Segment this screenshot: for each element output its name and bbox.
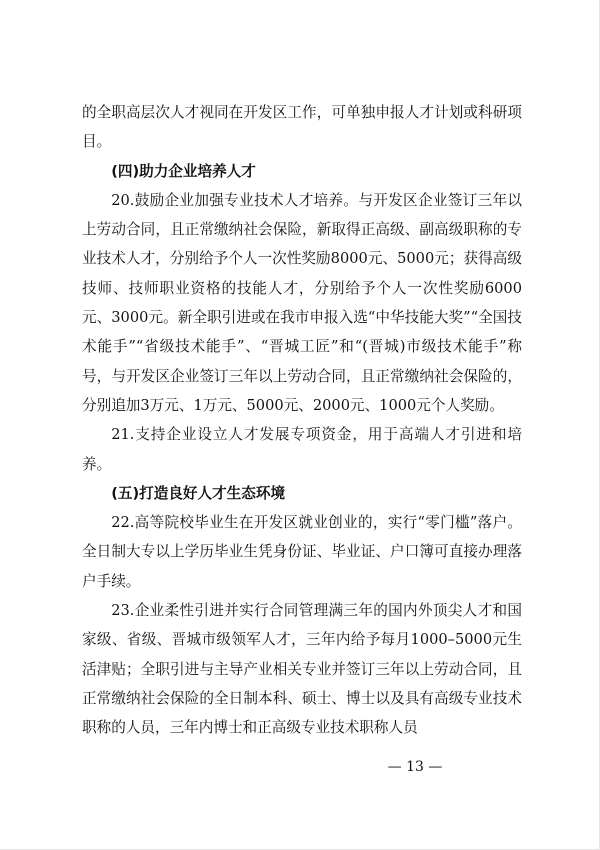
paragraph-continuation: 的全职高层次人才视同在开发区工作，可单独申报人才计划或科研项目。 — [82, 104, 522, 151]
section-heading-4: (四)助力企业培养人才 — [111, 162, 256, 180]
paragraph-item-23: 23.企业柔性引进并实行合同管理满三年的国内外顶尖人才和国家级、省级、晋城市级领军人才，三年内给予每月1000–5000元生活津贴；全职引进与主导产业相关专业并签订三年以上劳动合同，且正常缴纳社会保险的全日制本科、硕士、博士以及具有高级专业技术职称的人员，三年内博士和正高级专业技术职称人员 — [82, 602, 522, 737]
page-number: — 13 — — [387, 759, 443, 775]
paragraph-item-21: 21.支持企业设立人才发展专项资金，用于高端人才引进和培养。 — [82, 426, 522, 473]
section-heading-5: (五)打造良好人才生态环境 — [111, 484, 286, 502]
paragraph-item-20: 20.鼓励企业加强专业技术人才培养。与开发区企业签订三年以上劳动合同，且正常缴纳社会保险，新取得正高级、副高级职称的专业技术人才，分别给予个人一次性奖励8000元、5000元；获得高级技师、技师职业资格的技能人才，分别给予个人一次性奖励6000元、3000元。新全职引进或在我市申报入选“中华技能大奖”“全国技术能手”“省级技术能手”、“晋城工匠”和“(晋城)市级技术能手”称号，与开发区企业签订三年以上劳动合同，且正常缴纳社会保险的，分别追加3万元、1万元、5000元、2000元、1000元个人奖励。 — [82, 191, 522, 414]
page-number-footer — [0, 759, 600, 775]
document-body — [82, 98, 522, 743]
paragraph-item-22: 22.高等院校毕业生在开发区就业创业的，实行“零门槛”落户。全日制大专以上学历毕业生凭身份证、毕业证、户口簿可直接办理落户手续。 — [82, 514, 522, 590]
